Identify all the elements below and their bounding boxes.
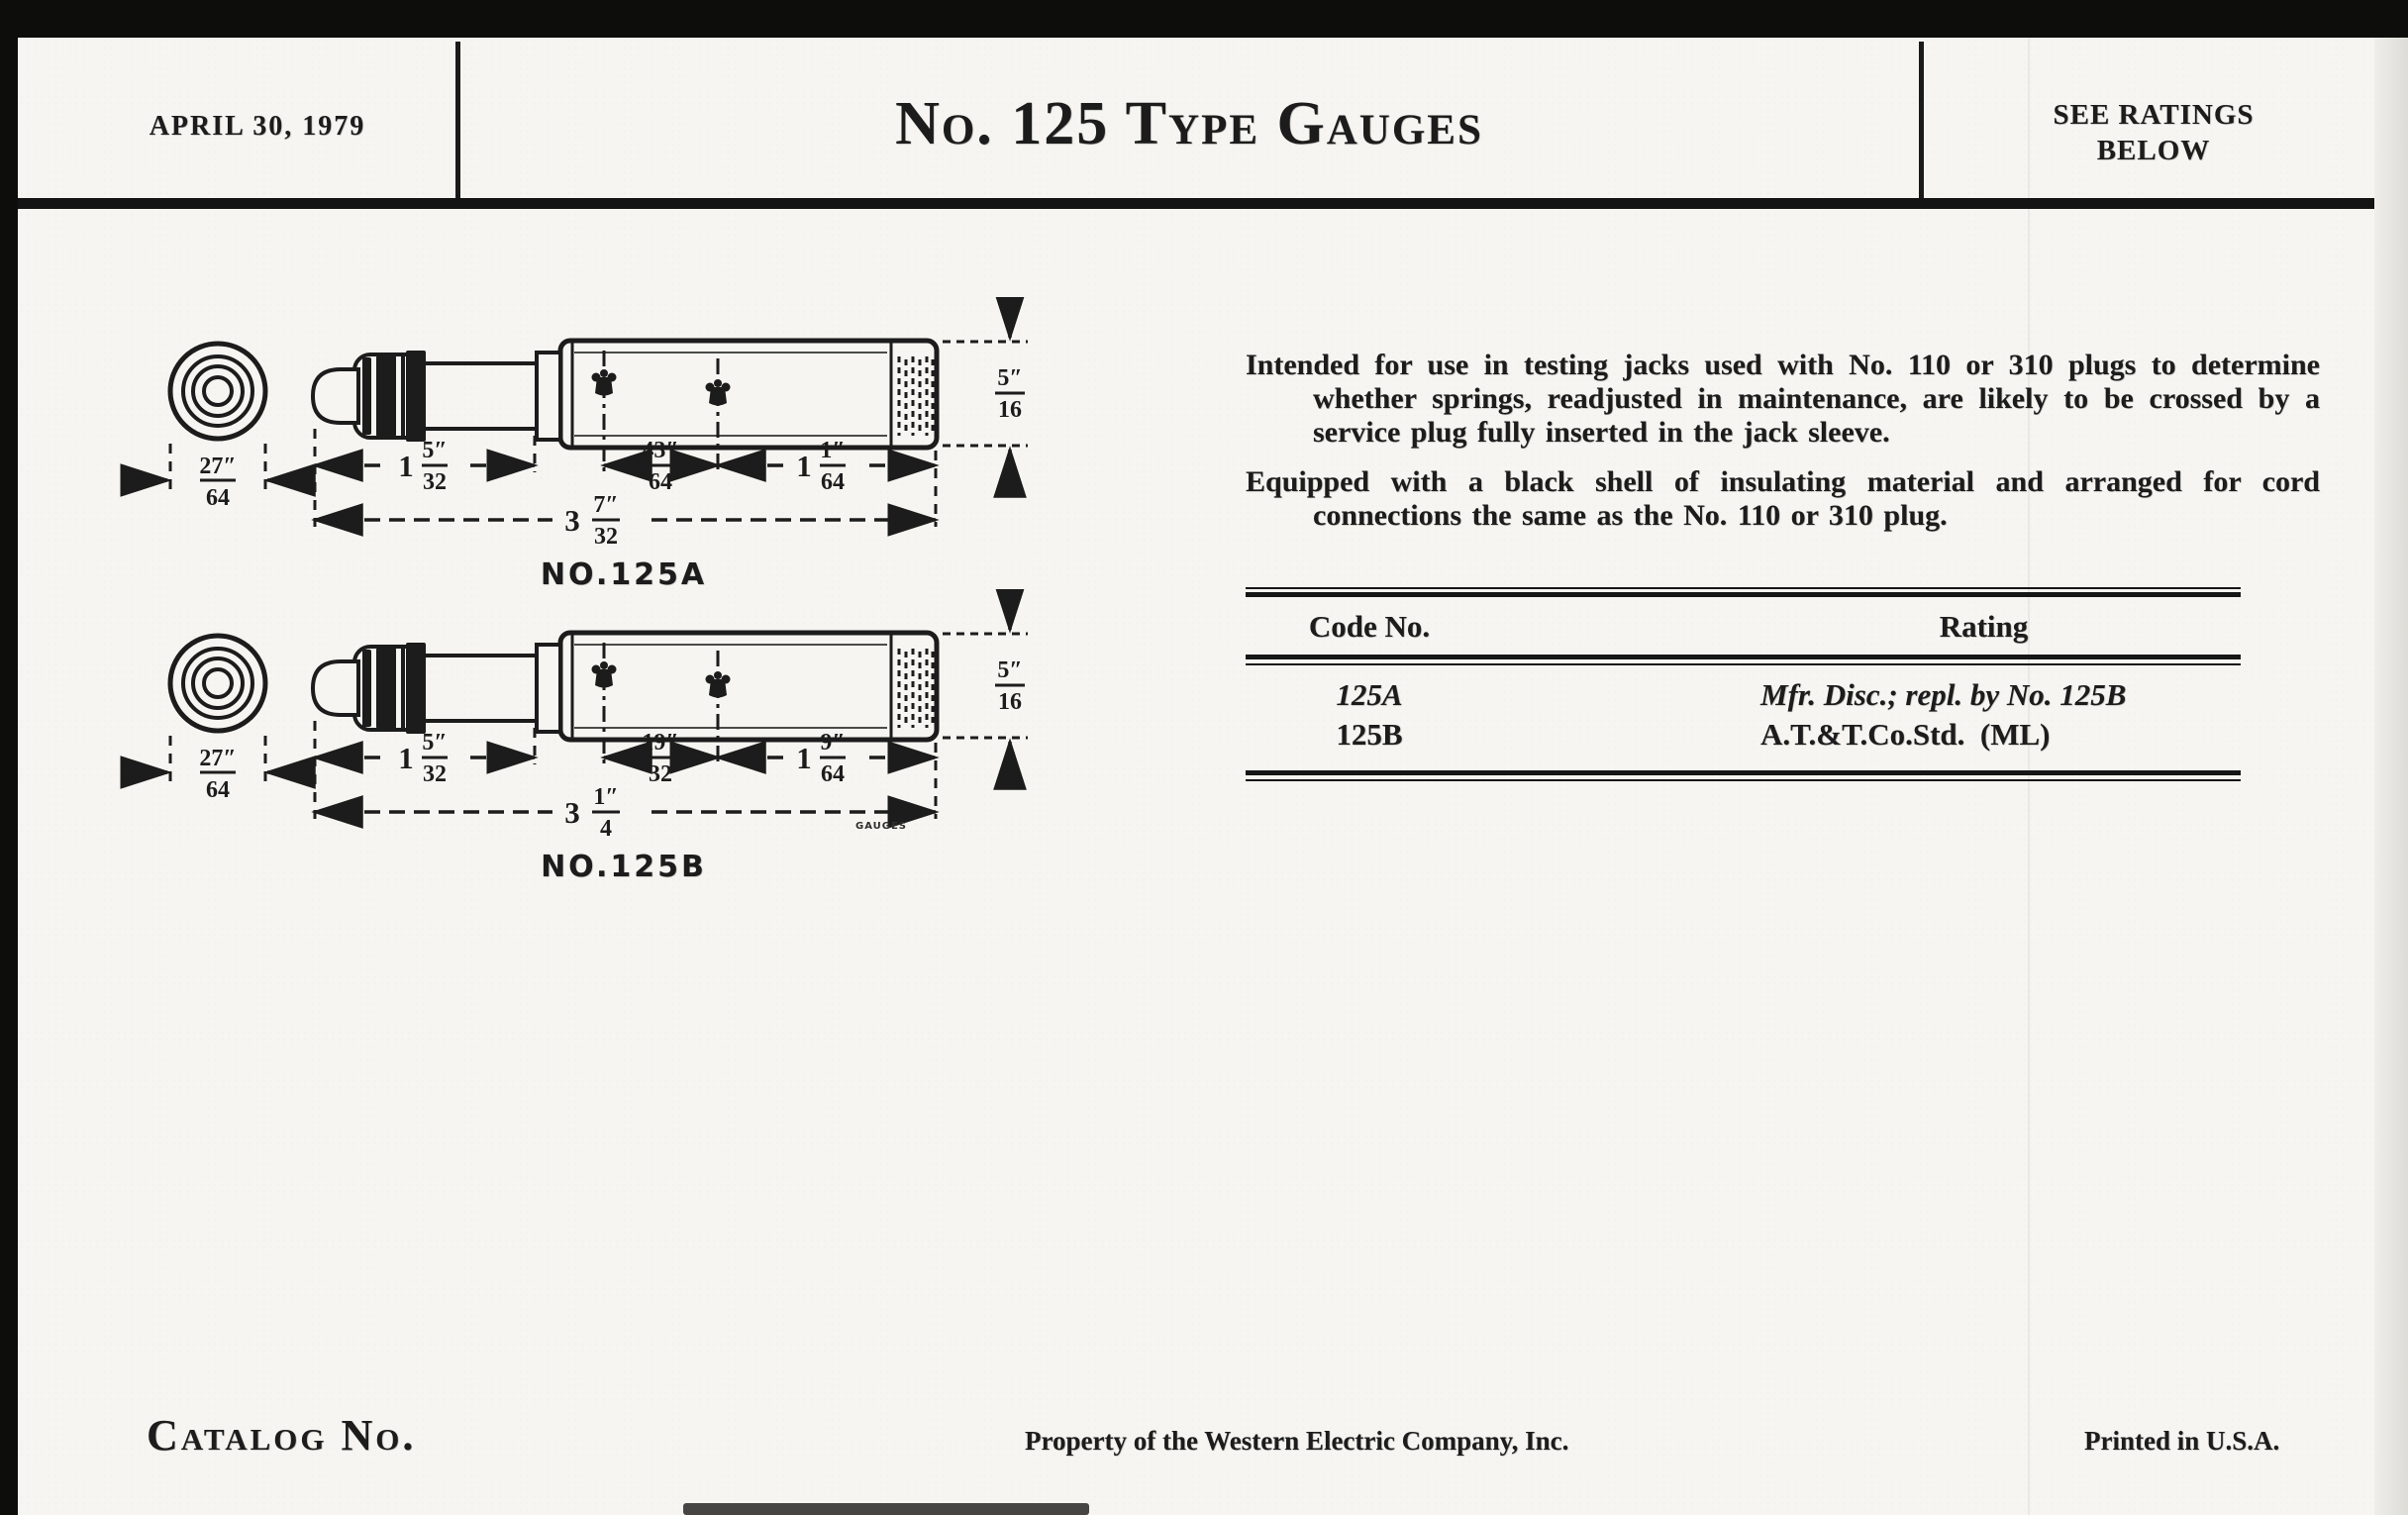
table-header-code: Code No. xyxy=(1308,609,1431,644)
dimension-label: 64 xyxy=(206,777,230,803)
header-rule xyxy=(18,198,2390,209)
dimension-label: 64 xyxy=(821,469,845,495)
code-cell: 125A xyxy=(1336,677,1403,712)
scan-smudge-bottom xyxy=(683,1503,1089,1515)
scan-edge-right xyxy=(2374,38,2408,1515)
fraction-bars xyxy=(422,758,846,812)
ratings-note-line1: SEE RATINGS xyxy=(2053,99,2255,131)
table-rule-bottom-thin xyxy=(1246,779,2241,781)
dimension-label: 32 xyxy=(423,469,447,495)
dimension-label: 1″ xyxy=(820,438,846,463)
dimension-label: 1 xyxy=(796,741,812,775)
dimension-label: 16 xyxy=(998,689,1022,715)
table-rule-mid-thick xyxy=(1246,655,2241,659)
code-cell: 125B xyxy=(1336,717,1403,752)
dimension-label: 5″ xyxy=(997,365,1023,391)
dimension-label: 5″ xyxy=(422,730,448,756)
plug-end-view xyxy=(170,636,265,731)
height-dimension xyxy=(943,597,1028,775)
plug-side-view xyxy=(313,341,937,448)
fraction-bars xyxy=(422,465,846,520)
catalog-label: Catalog No. xyxy=(147,1411,417,1460)
ratings-note-line2: BELOW xyxy=(2096,135,2211,166)
dimension-label: 32 xyxy=(649,761,672,787)
dimension-label: 5″ xyxy=(997,657,1023,683)
diagram-label: NO.125B xyxy=(541,850,707,884)
table-header-rating: Rating xyxy=(1939,609,2029,644)
table-body xyxy=(1246,665,2241,770)
header-date: APRIL 30, 1979 xyxy=(149,111,366,142)
dimension-label: 5″ xyxy=(422,438,448,463)
scan-edge-top xyxy=(0,0,2408,38)
height-dimension xyxy=(943,305,1028,483)
dimension-label: 16 xyxy=(998,397,1022,423)
dimension-label: 9″ xyxy=(820,730,846,756)
dimension-label: 64 xyxy=(821,761,845,787)
scan-edge-left xyxy=(0,0,18,1515)
table-row xyxy=(1246,675,2241,715)
dimension-label: 3 xyxy=(564,795,580,830)
dimension-label: 32 xyxy=(423,761,447,787)
dimension-label: 27″ xyxy=(199,746,237,771)
table-header-row xyxy=(1246,597,2241,655)
dimension-label: 3 xyxy=(564,503,580,538)
ratings-note xyxy=(1926,97,2381,168)
table-rule-bottom-thick xyxy=(1246,770,2241,775)
printed-notice: Printed in U.S.A. xyxy=(2084,1426,2280,1456)
dimension-label: 27″ xyxy=(199,454,237,479)
dimension-label: 1 xyxy=(398,741,414,775)
dimension-label: 7″ xyxy=(593,492,619,518)
description-para-2: Equipped with a black shell of insulating material and arranged for cord connections the same as the No. 110 or 310 plug. xyxy=(1246,465,2320,532)
header-divider-left xyxy=(455,42,460,200)
dimension-label: 43″ xyxy=(642,438,679,463)
table-rule-top-thin xyxy=(1246,587,2241,589)
plug-side-view xyxy=(313,633,937,740)
page-title: No. 125 Type Gauges xyxy=(895,90,1483,157)
plug-end-view xyxy=(170,344,265,439)
diagram-125a xyxy=(79,297,1069,614)
dimension-label: 4 xyxy=(600,816,612,842)
diagram-125b xyxy=(79,589,1069,906)
drawing-micro-note: GAUGES xyxy=(854,821,908,832)
rating-cell: A.T.&T.Co.Std. (ML) xyxy=(1760,717,2051,752)
dimension-label: 32 xyxy=(594,524,618,550)
dimension-label: 1 xyxy=(398,449,414,483)
property-notice: Property of the Western Electric Company, Inc. xyxy=(1025,1426,1569,1456)
rating-cell: Mfr. Disc.; repl. by No. 125B xyxy=(1760,677,2127,712)
header-divider-right xyxy=(1919,42,1924,200)
description-column xyxy=(1246,349,2320,781)
dimension-label: 1″ xyxy=(593,784,619,810)
table-row xyxy=(1246,715,2241,755)
diagram-label: NO.125A xyxy=(540,557,708,592)
description-para-1: Intended for use in testing jacks used with No. 110 or 310 plugs to determine whether springs, readjusted in maintenance, are likely to be crossed by a service plug fully inserted in the jack sleeve. xyxy=(1246,349,2320,449)
dimension-label: 64 xyxy=(206,485,230,511)
dimension-label: 1 xyxy=(796,449,812,483)
dimension-label: 64 xyxy=(649,469,672,495)
dimension-label: 19″ xyxy=(642,730,679,756)
ratings-table xyxy=(1246,587,2241,781)
